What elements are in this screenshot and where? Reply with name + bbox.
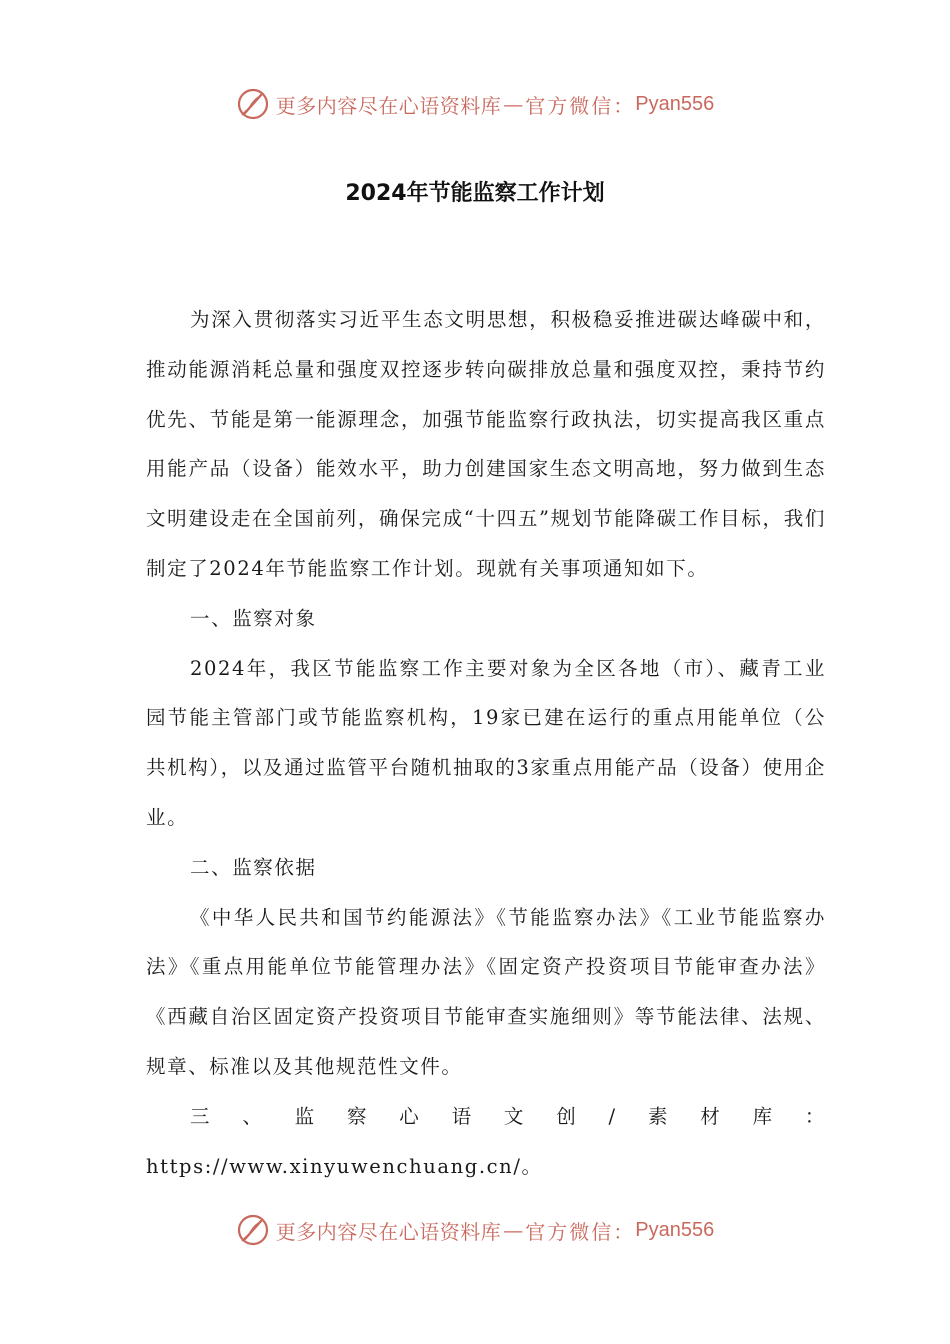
banner-wechat-label: 官方微信： bbox=[525, 93, 636, 118]
banner-wechat-label: 官方微信： bbox=[525, 1219, 636, 1244]
section-heading-basis: 二、监察依据 bbox=[190, 855, 317, 879]
banner-text: 更多内容尽在心语资料库 bbox=[275, 1219, 502, 1244]
banner-wechat-id: Pyan556 bbox=[635, 92, 715, 115]
targets-paragraph: 2024年，我区节能监察工作主要对象为全区各地（市）、藏青工业园节能主管部门或节能监察机构，19家已建在运行的重点用能单位（公共机构），以及通过监管平台随机抽取的3家重点用能产品（设备）使用企业。 bbox=[146, 656, 826, 829]
document-title: 2024年节能监察工作计划 bbox=[345, 181, 605, 206]
banner-separator: — bbox=[503, 92, 524, 116]
basis-paragraph: 《中华人民共和国节约能源法》《节能监察办法》《工业节能监察办法》《重点用能单位节能管理办法》《固定资产投资项目节能审查办法》《西藏自治区固定资产投资项目节能审查实施细则》等节能法律、法规、规章、标准以及其他规范性文件。 bbox=[146, 905, 826, 1078]
quill-logo-icon bbox=[236, 1213, 270, 1247]
banner-wechat-id: Pyan556 bbox=[635, 1218, 715, 1241]
intro-paragraph: 为深入贯彻落实习近平生态文明思想，积极稳妥推进碳达峰碳中和，推动能源消耗总量和强度双控逐步转向碳排放总量和强度双控，秉持节约优先、节能是第一能源理念，加强节能监察行政执法，切实提高我区重点用能产品（设备）能效水平，助力创建国家生态文明高地，努力做到生态文明建设走在全国前列，确保完成“十四五”规划节能降碳工作目标，我们制定了2024年节能监察工作计划。现就有关事项通知如下。 bbox=[146, 308, 826, 580]
footer-watermark-banner bbox=[0, 1208, 950, 1252]
section-heading-content: 三、监察心语文创/素材库：https://www.xinyuwenchuang.cn/。 bbox=[146, 1104, 826, 1178]
section-heading-targets: 一、监察对象 bbox=[190, 606, 317, 630]
header-watermark-banner bbox=[0, 82, 950, 126]
banner-separator: — bbox=[503, 1218, 524, 1242]
banner-text: 更多内容尽在心语资料库 bbox=[275, 93, 502, 118]
document-body bbox=[146, 295, 826, 1191]
quill-logo-icon bbox=[236, 87, 270, 121]
